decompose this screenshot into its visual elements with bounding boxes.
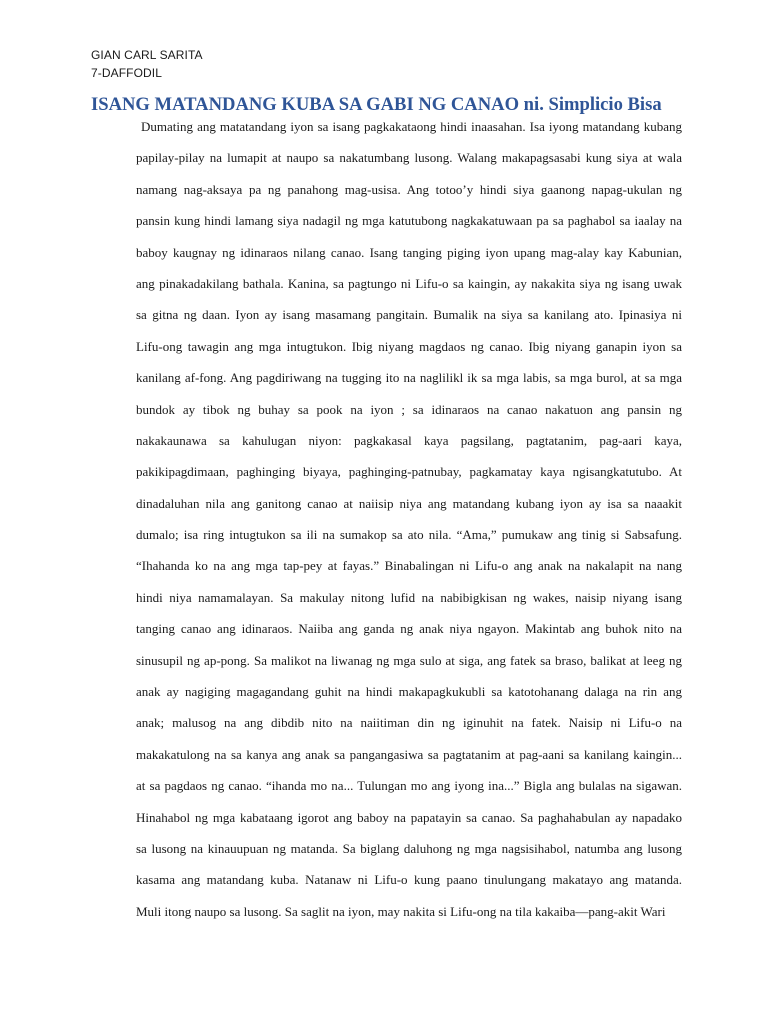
text-line: bundok ay tibok ng buhay sa pook na iyon ; sa idinaraos na canao nakatuon ang pansin ng — [136, 401, 682, 417]
text-line: Muli itong naupo sa lusong. Sa saglit na iyon, may nakita si Lifu-ong na tila kakaiba—pang-akit Wari — [136, 903, 666, 919]
text-line: sinusupil ng ap-pong. Sa malikot na liwanag ng mga sulo at siga, ang fatek sa braso, balikat at leeg ng — [136, 652, 682, 668]
text-line: makakatulong na sa kanya ang anak sa pangangasiwa sa pagtatanim at pag-aani sa kanilang kaingin... — [136, 746, 682, 762]
class-section: 7-DAFFODIL — [91, 66, 163, 80]
text-line: pakikipagdimaan, paghinging biyaya, paghinging-patnubay, pagkamatay kaya ngisangkatutubo. At — [136, 464, 682, 480]
text-line: nakakaunawa sa kahulugan niyon: pagkakasal kaya pagsilang, pagtatanim, pag-aari kaya, — [136, 432, 682, 448]
text-line: Lifu-ong tawagin ang mga intugtukon. Ibig niyang magdaos ng canao. Ibig niyang ganapin iyon sa — [136, 338, 682, 354]
text-line: anak; malusog na ang dibdib nito na naiitiman din ng iginuhit na fatek. Naisip ni Lifu-o na — [136, 715, 682, 731]
text-line: pansin kung hindi lamang siya nadagil ng mga katutubong nagkakatuwaan pa sa paghabol sa iaalay na — [136, 213, 682, 229]
text-line: baboy kaugnay ng idinaraos nilang canao. Isang tanging piging iyon upang mag-alay kay Kabunian, — [136, 244, 682, 260]
text-line: at sa pagdaos ng canao. “ihanda mo na... Tulungan mo ang iyong ina...” Bigla ang bulalas na sigawan. — [136, 778, 682, 794]
text-line: sa gitna ng daan. Iyon ay isang masamang pangitain. Bumalik na siya sa kanilang ato. Ipinasiya ni — [136, 307, 682, 323]
text-line: dumalo; isa ring intugtukon sa ili na sumakop sa ato nila. “Ama,” pumukaw ang tinig si Sabsafung. — [136, 527, 682, 543]
text-line: sa lusong na kinauupuan ng matanda. Sa biglang daluhong ng mga nagsisihabol, natumba ang lusong — [136, 840, 682, 856]
document-title: ISANG MATANDANG KUBA SA GABI NG CANAO ni. Simplicio Bisa — [91, 94, 662, 115]
story-body — [136, 116, 682, 932]
text-line: papilay-pilay na lumapit at naupo sa nakatumbang lusong. Walang makapagsasabi kung siya at wala — [136, 150, 682, 166]
text-line: hindi niya namamalayan. Sa makulay nitong lufid na nabibigkisan ng wakes, naisip niyang isang — [136, 589, 682, 605]
text-line: kasama ang matandang kuba. Natanaw ni Lifu-o kung paano tinulungang makatayo ang matanda. — [136, 872, 682, 888]
text-line: tanging canao ang idinaraos. Naiiba ang ganda ng anak niya ngayon. Makintab ang buhok nito na — [136, 621, 682, 637]
text-line: anak ay nagiging magagandang guhit na hindi makapagkukubli sa katotohanang dalaga na rin ang — [136, 684, 682, 700]
text-line: “Ihahanda ko na ang mga tap-pey at fayas.” Binabalingan ni Lifu-o ang anak na nakalapit na nang — [136, 558, 682, 574]
author-name: GIAN CARL SARITA — [91, 48, 203, 62]
text-line: Hinahabol ng mga kabataang igorot ang baboy na papatayin sa canao. Sa paghahabulan ay napadako — [136, 809, 682, 825]
text-line: Dumating ang matatandang iyon sa isang pagkakataong hindi inaasahan. Isa iyong matandang kubang — [141, 119, 682, 134]
text-line: namang nag-aksaya pa ng panahong mag-usisa. Ang totoo’y hindi siya gaanong napag-ukulan ng — [136, 181, 682, 197]
text-line: dinadaluhan nila ang ganitong canao at naiisip niya ang matandang kubang iyon ay isa sa naaakit — [136, 495, 682, 511]
text-line: ang pinakadakilang bathala. Kanina, sa pagtungo ni Lifu-o sa kaingin, ay nakakita siya ng isang uwak — [136, 275, 682, 291]
text-line: kanilang af-fong. Ang pagdiriwang na tugging ito na naglilikl ik sa mga labis, sa mga burol, at sa mga — [136, 370, 682, 386]
